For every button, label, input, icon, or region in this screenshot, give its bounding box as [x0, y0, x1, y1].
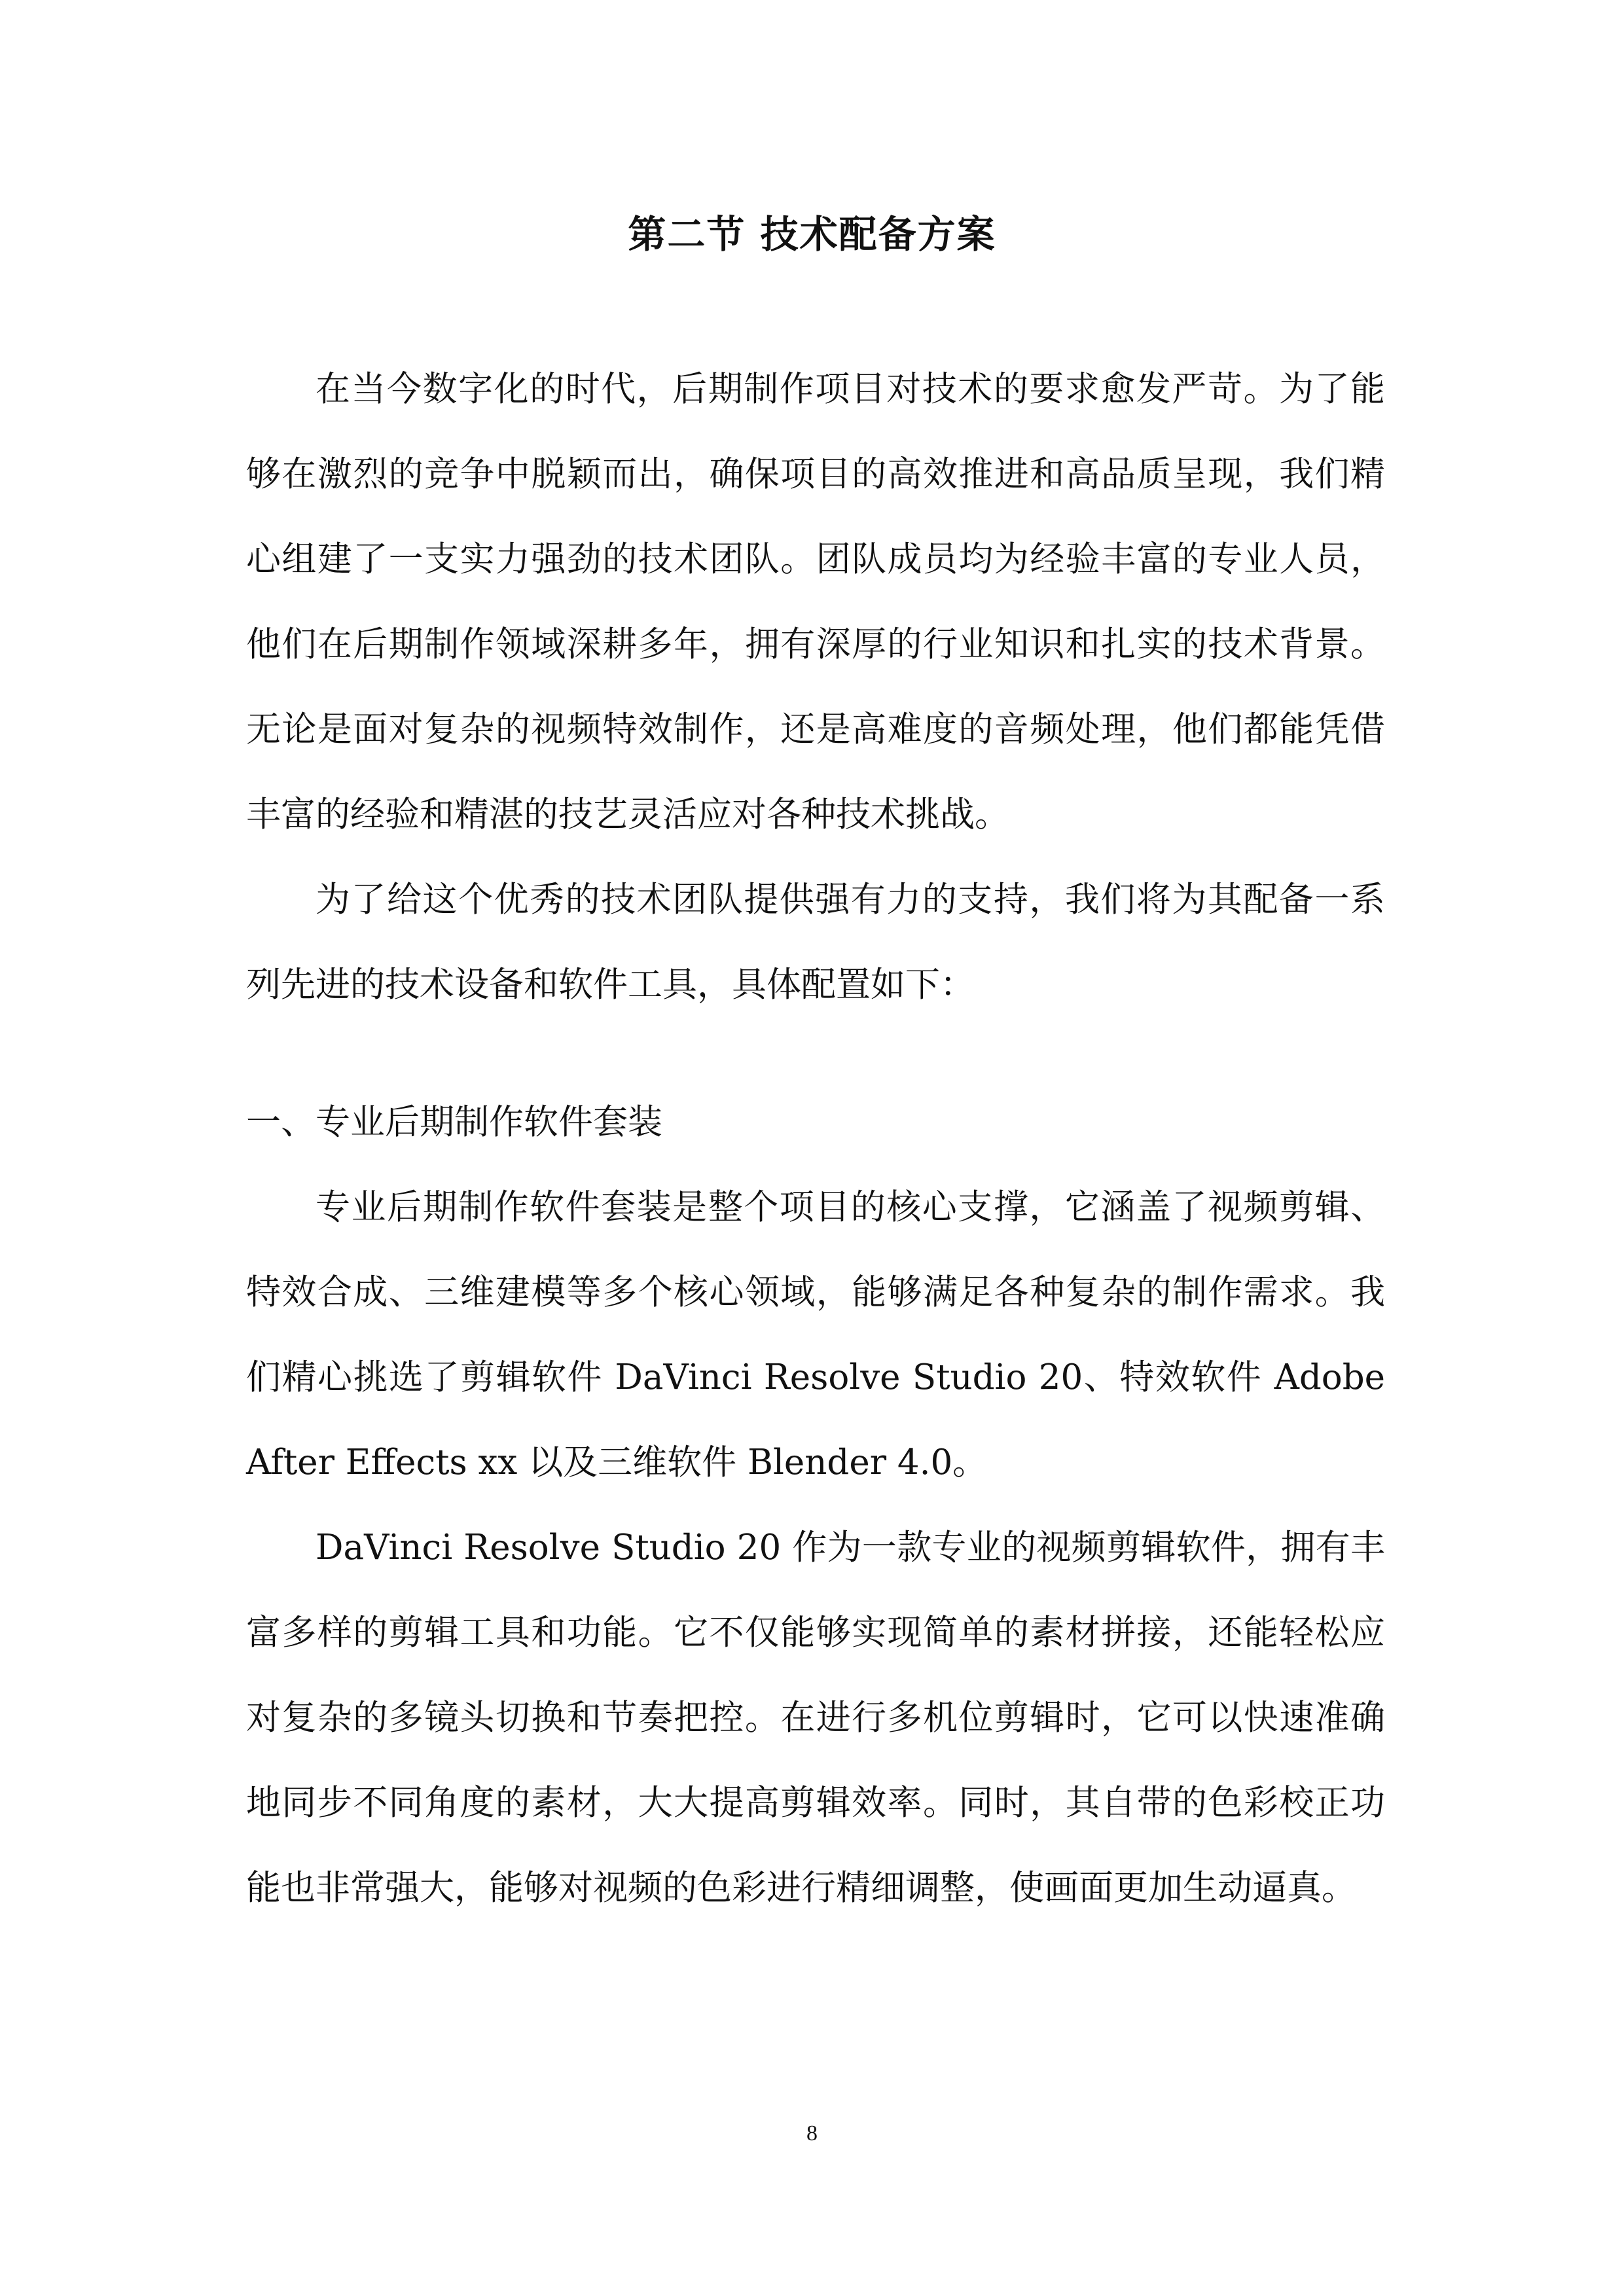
intro-paragraph-2: 为了给这个优秀的技术团队提供强有力的支持，我们将为其配备一系列先进的技术设备和软件工具，具体配置如下：	[246, 880, 1385, 1005]
subsection-paragraph-2: DaVinci Resolve Studio 20 作为一款专业的视频剪辑软件，拥有丰富多样的剪辑工具和功能。它不仅能够实现简单的素材拼接，还能轻松应对复杂的多镜头切换和节奏把控。在进行多机位剪辑时，它可以快速准确地同步不同角度的素材，大大提高剪辑效率。同时，其自带的色彩校正功能也非常强大，能够对视频的色彩进行精细调整，使画面更加生动逼真。	[246, 1528, 1385, 1908]
subsection-heading: 一、专业后期制作软件套装	[246, 1102, 662, 1142]
page-number: 8	[806, 2121, 818, 2145]
subsection-body	[246, 1080, 1385, 1931]
intro-paragraph-1: 在当今数字化的时代，后期制作项目对技术的要求愈发严苛。为了能够在激烈的竞争中脱颖而出，确保项目的高效推进和高品质呈现，我们精心组建了一支实力强劲的技术团队。团队成员均为经验丰富的专业人员，他们在后期制作领域深耕多年，拥有深厚的行业知识和扎实的技术背景。无论是面对复杂的视频特效制作，还是高难度的音频处理，他们都能凭借丰富的经验和精湛的技艺灵活应对各种技术挑战。	[246, 369, 1385, 834]
intro-body	[246, 347, 1385, 1028]
section-title: 第二节 技术配备方案	[628, 212, 996, 257]
subsection-paragraph-1: 专业后期制作软件套装是整个项目的核心支撑，它涵盖了视频剪辑、特效合成、三维建模等多个核心领域，能够满足各种复杂的制作需求。我们精心挑选了剪辑软件 DaVinci Resolve Studio 20、特效软件 Adobe After Effects xx 以及三维软件 Blender 4.0。	[246, 1187, 1385, 1482]
